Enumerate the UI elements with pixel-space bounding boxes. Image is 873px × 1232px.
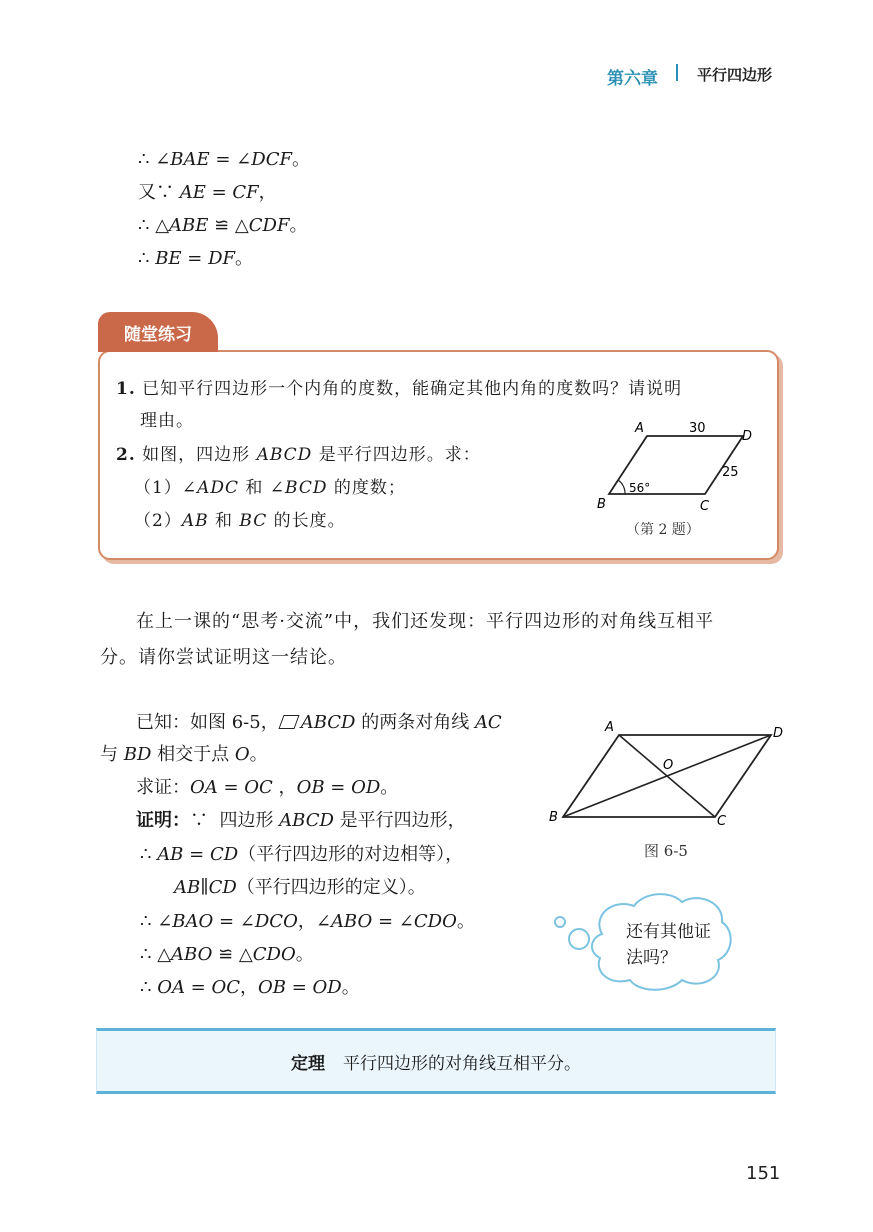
proof-line: ∴ BE = DF。 (138, 248, 254, 269)
proof-2-line-2: ∴ AB = CD（平行四边形的对边相等）， (140, 844, 464, 865)
theorem-text: 平行四边形的对角线互相平分。 (343, 1053, 581, 1074)
proof-2-line-6: ∴ OA = OC，OB = OD。 (140, 977, 360, 998)
theorem-box (96, 1028, 776, 1094)
intro-line-2: 分。请你尝试证明这一结论。 (100, 647, 347, 668)
figure-6-5-caption: 图 6-5 (644, 842, 688, 860)
proof-line: 又∵ AE = CF， (138, 182, 277, 203)
proof-2-line-5: ∴ △ABO ≌ △CDO。 (140, 944, 314, 965)
proof-2-line-3: AB∥CD（平行四边形的定义）。 (174, 877, 426, 898)
intro-line-1: 在上一课的“思考·交流”中，我们还发现：平行四边形的对角线互相平 (136, 611, 715, 632)
given-line-2: 与 BD 相交于点 O。 (100, 744, 268, 765)
prove-line: 求证：OA = OC ，OB = OD。 (136, 777, 399, 798)
vertex-label-d: D (773, 726, 784, 741)
parallelogram-symbol (278, 715, 299, 729)
vertex-label-a: A (605, 720, 614, 735)
bubble-text-2: 法吗？ (626, 948, 677, 968)
figure-caption: （第 2 题） (626, 522, 700, 538)
question-1-cont: 理由。 (140, 411, 194, 431)
vertex-label-d: D (742, 429, 753, 444)
vertex-label-b: B (549, 810, 558, 825)
practice-tab: 随堂练习 (98, 312, 218, 352)
given-line-1: 已知：如图 6-5， ABCD 的两条对角线 AC (136, 712, 502, 733)
question-2-part-1: （1）∠ADC 和 ∠BCD 的度数； (134, 478, 406, 498)
side-label-right: 25 (722, 465, 739, 480)
vertex-label-a: A (635, 421, 644, 436)
proof-line: ∴ △ABE ≌ △CDF。 (138, 215, 308, 236)
intersection-label-o: O (663, 758, 674, 773)
vertex-label-b: B (597, 497, 606, 512)
proof-2-line-1: 证明：∵ 四边形 ABCD 是平行四边形， (136, 810, 466, 831)
question-2-part-2: （2）AB 和 BC 的长度。 (134, 511, 346, 531)
question-1: 1. 已知平行四边形一个内角的度数，能确定其他内角的度数吗？请说明 (116, 379, 683, 399)
figure-6-5 (545, 715, 790, 835)
page-number: 151 (746, 1163, 781, 1184)
bubble-text-1: 还有其他证 (626, 922, 711, 942)
header-divider (676, 64, 678, 81)
angle-label: 56° (629, 481, 651, 495)
proof-2-line-4: ∴ ∠BAO = ∠DCO，∠ABO = ∠CDO。 (140, 911, 475, 932)
diagonal-bd (563, 735, 771, 817)
angle-arc (618, 480, 625, 494)
chapter-label: 第六章 (607, 69, 658, 89)
vertex-label-c: C (700, 499, 710, 514)
question-2: 2. 如图，四边形 ABCD 是平行四边形。求： (116, 445, 481, 465)
parallelogram-figure (585, 418, 765, 518)
vertex-label-c: C (717, 814, 727, 829)
side-label-top: 30 (689, 421, 706, 436)
proof-line: ∴ ∠BAE = ∠DCF。 (138, 149, 310, 170)
theorem-label: 定理 (291, 1053, 325, 1074)
chapter-title: 平行四边形 (697, 66, 773, 84)
